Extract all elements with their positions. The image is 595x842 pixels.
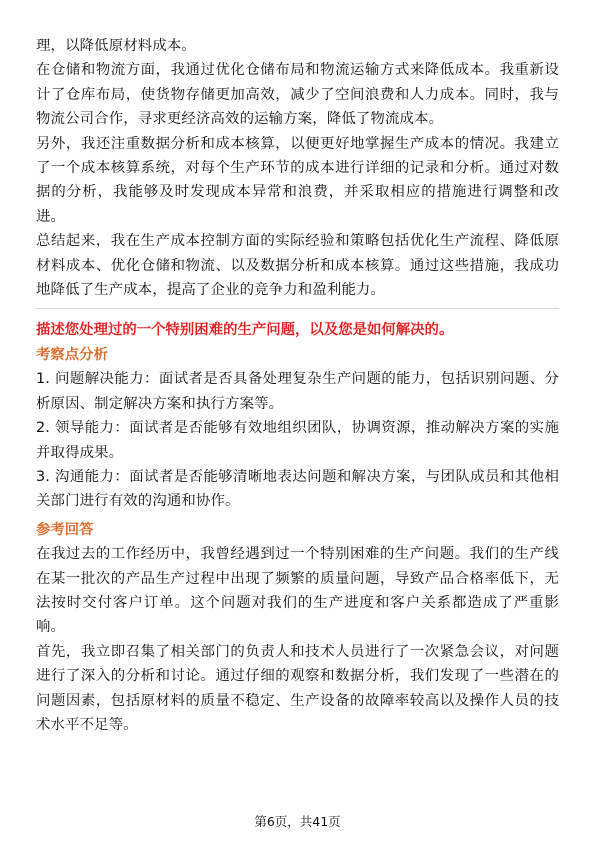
section-divider [36, 308, 559, 309]
answer-paragraph: 首先，我立即召集了相关部门的负责人和技术人员进行了一次紧急会议，对问题进行了深入的分析和讨论。通过仔细的观察和数据分析，我们发现了一些潜在的问题因素，包括原材料的质量不稳定、生产设备的故障率较高以及操作人员的技术水平不足等。 [36, 643, 559, 733]
page-content [36, 34, 559, 737]
analysis-item: 3. 沟通能力：面试者是否能够清晰地表达问题和解决方案，与团队成员和其他相关部门进行有效的沟通和协作。 [36, 468, 559, 510]
answer-heading: 参考回答 [36, 521, 94, 538]
analysis-item: 1. 问题解决能力：面试者是否具备处理复杂生产问题的能力，包括识别问题、分析原因、制定解决方案和执行方案等。 [36, 371, 559, 412]
page-number: 第6页，共41页 [254, 814, 341, 829]
analysis-item: 2. 领导能力：面试者是否能够有效地组织团队，协调资源，推动解决方案的实施并取得成果。 [36, 420, 559, 461]
interview-question: 描述您处理过的一个特别困难的生产问题，以及您是如何解决的。 [36, 322, 454, 339]
analysis-heading: 考察点分析 [36, 346, 108, 363]
answer-paragraph: 在我过去的工作经历中，我曾经遇到过一个特别困难的生产问题。我们的生产线在某一批次的产品生产过程中出现了频繁的质量问题，导致产品合格率低下，无法按时交付客户订单。这个问题对我们的生产进度和客户关系都造成了严重影响。 [36, 546, 559, 636]
paragraph: 总结起来，我在生产成本控制方面的实际经验和策略包括优化生产流程、降低原材料成本、优化仓储和物流、以及数据分析和成本核算。通过这些措施，我成功地降低了生产成本，提高了企业的竞争力和盈利能力。 [36, 233, 559, 299]
paragraph: 理，以降低原材料成本。 [36, 38, 196, 54]
paragraph: 另外，我还注重数据分析和成本核算，以便更好地掌握生产成本的情况。我建立了一个成本核算系统，对每个生产环节的成本进行详细的记录和分析。通过对数据的分析，我能够及时发现成本异常和浪费，并采取相应的措施进行调整和改进。 [36, 135, 559, 225]
paragraph: 在仓储和物流方面，我通过优化仓储布局和物流运输方式来降低成本。我重新设计了仓库布局，使货物存储更加高效，减少了空间浪费和人力成本。同时，我与物流公司合作，寻求更经济高效的运输方案，降低了物流成本。 [36, 62, 559, 128]
